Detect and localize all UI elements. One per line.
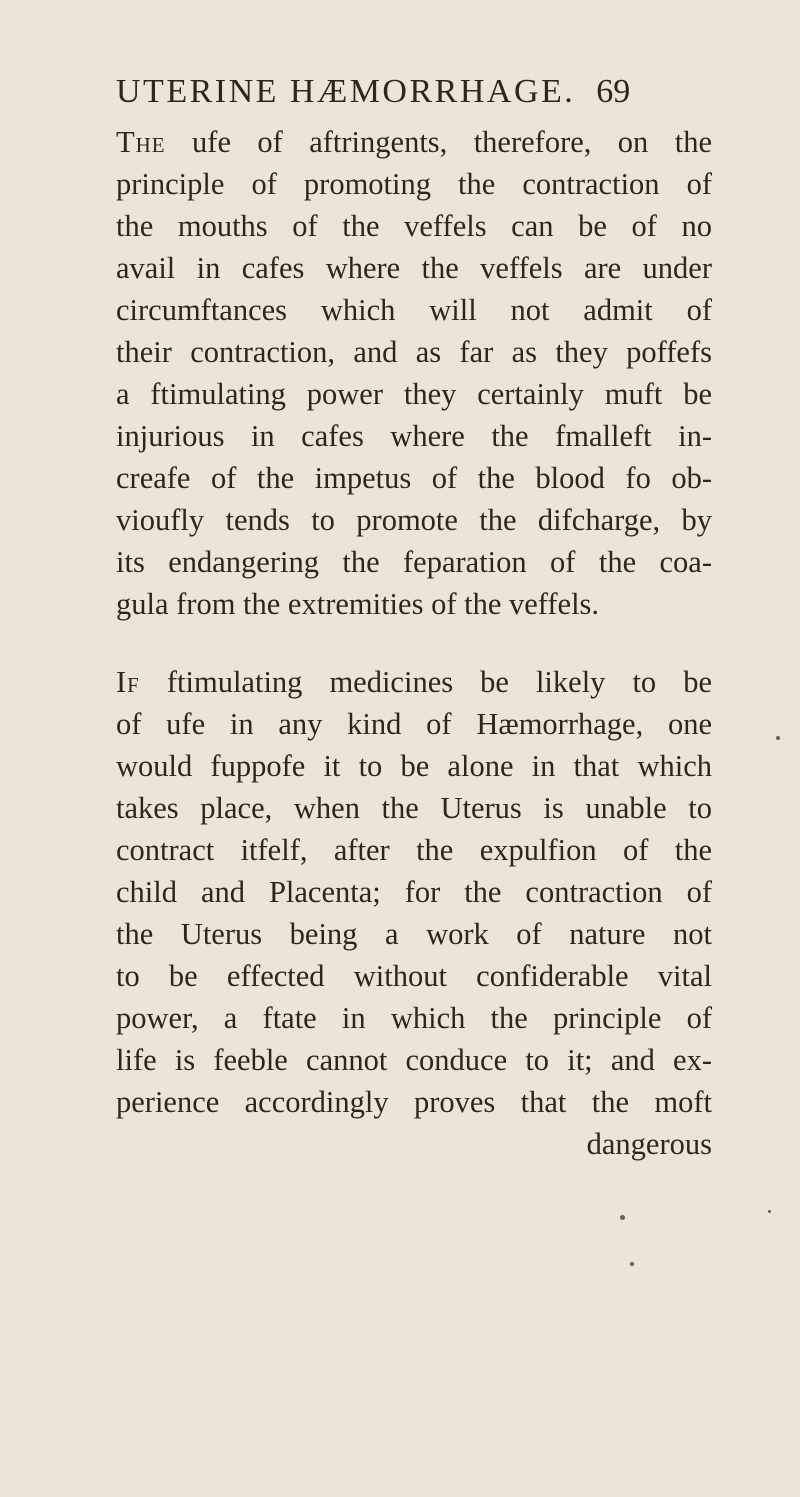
text-line: contract itfelf, after the expulfion of the — [116, 833, 712, 867]
text-line: would fuppofe it to be alone in that which — [116, 749, 712, 783]
text-line: gula from the extremities of the veffels. — [116, 587, 600, 621]
text-line: the Uterus being a work of nature not — [116, 917, 712, 951]
text-line: The ufe of aftringents, therefore, on the — [116, 125, 712, 159]
text-line: creafe of the impetus of the blood fo ob- — [116, 461, 712, 495]
lead-word: The — [116, 125, 166, 159]
paper-speck — [620, 1215, 625, 1220]
text-line: the mouths of the veffels can be of no — [116, 209, 712, 243]
page-number: 69 — [596, 73, 631, 110]
text-line: takes place, when the Uterus is unable to — [116, 791, 712, 825]
text-line: vioufly tends to promote the difcharge, by — [116, 503, 712, 537]
text-line: If ftimulating medicines be likely to be — [116, 665, 712, 699]
text-line: principle of promoting the contraction of — [116, 167, 712, 201]
text-line: a ftimulating power they certainly muft be — [116, 377, 712, 411]
text-line: circumftances which will not admit of — [116, 293, 712, 327]
text-line: child and Placenta; for the contraction of — [116, 875, 712, 909]
text-line: its endangering the feparation of the coa- — [116, 545, 712, 579]
text-line: life is feeble cannot conduce to it; and ex- — [116, 1043, 712, 1077]
text-line: avail in cafes where the veffels are under — [116, 251, 712, 285]
text-line: to be effected without confiderable vital — [116, 959, 712, 993]
text-line: their contraction, and as far as they poffefs — [116, 335, 712, 369]
running-head-title: UTERINE HÆMORRHAGE. — [116, 73, 576, 110]
paper-speck — [776, 736, 780, 740]
running-head — [116, 72, 676, 112]
catchword: dangerous — [586, 1127, 712, 1161]
text-line: perience accordingly proves that the moft — [116, 1085, 712, 1119]
text-line: injurious in cafes where the fmalleft in- — [116, 419, 712, 453]
paper-speck — [768, 1210, 771, 1213]
lead-word: If — [116, 665, 140, 699]
text-line: power, a ftate in which the principle of — [116, 1001, 712, 1035]
paper-speck — [630, 1262, 634, 1266]
text-line: of ufe in any kind of Hæmorrhage, one — [116, 707, 712, 741]
